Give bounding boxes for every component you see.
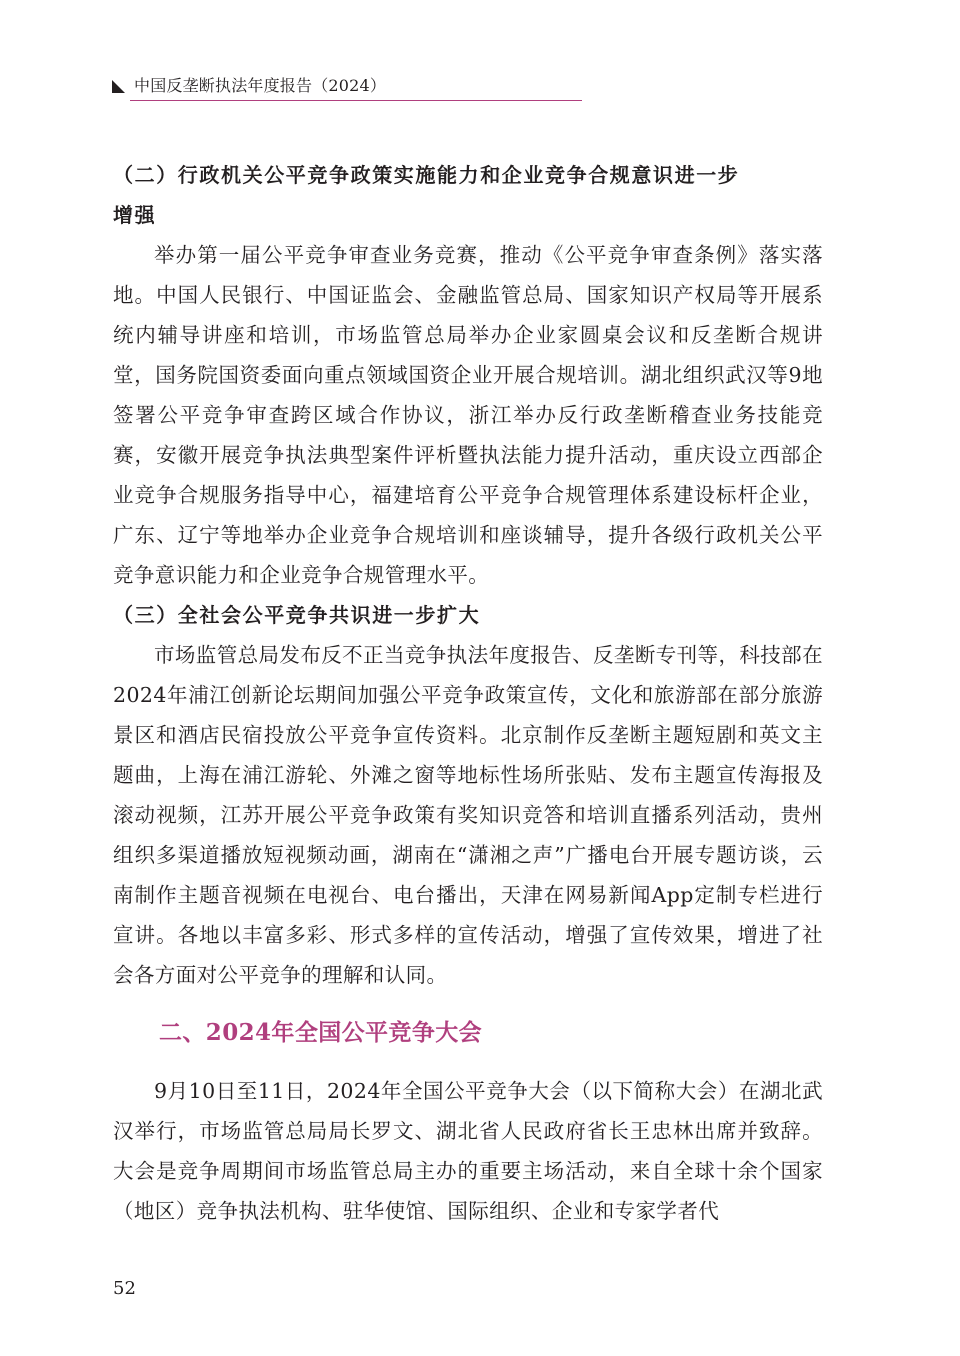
header-triangle-icon [112,80,125,93]
running-header [112,76,582,104]
subsection-heading-2: （二）行政机关公平竞争政策实施能力和企业竞争合规意识进一步 增强 [113,163,740,227]
subsection-heading-3: （三）全社会公平竞争共识进一步扩大 [113,603,481,627]
section-paragraph-2: 9月10日至11日，2024年全国公平竞争大会（以下简称大会）在湖北武汉举行，市场监管总局局长罗文、湖北省人民政府省长王忠林出席并致辞。大会是竞争周期间市场监管总局主办的重要主场活动，来自全球十余个国家（地区）竞争执法机构、驻华使馆、国际组织、企业和专家学者代 [113,1079,823,1223]
page-body [113,155,823,1231]
page-number: 52 [113,1278,136,1299]
header-rule [130,100,582,101]
section-heading-2: 二、2024年全国公平竞争大会 [159,1019,483,1046]
subsection-paragraph-3: 市场监管总局发布反不正当竞争执法年度报告、反垄断专刊等，科技部在2024年浦江创新论坛期间加强公平竞争政策宣传，文化和旅游部在部分旅游景区和酒店民宿投放公平竞争宣传资料。北京制作反垄断主题短剧和英文主题曲，上海在浦江游轮、外滩之窗等地标性场所张贴、发布主题宣传海报及滚动视频，江苏开展公平竞争政策有奖知识竞答和培训直播系列活动，贵州组织多渠道播放短视频动画，湖南在“潇湘之声”广播电台开展专题访谈，云南制作主题音视频在电视台、电台播出，天津在网易新闻App定制专栏进行宣讲。各地以丰富多彩、形式多样的宣传活动，增强了宣传效果，增进了社会各方面对公平竞争的理解和认同。 [113,643,823,987]
subsection-paragraph-2: 举办第一届公平竞争审查业务竞赛，推动《公平竞争审查条例》落实落地。中国人民银行、中国证监会、金融监管总局、国家知识产权局等开展系统内辅导讲座和培训，市场监管总局举办企业家圆桌会议和反垄断合规讲堂，国务院国资委面向重点领域国资企业开展合规培训。湖北组织武汉等9地签署公平竞争审查跨区域合作协议，浙江举办反行政垄断稽查业务技能竞赛，安徽开展竞争执法典型案件评析暨执法能力提升活动，重庆设立西部企业竞争合规服务指导中心，福建培育公平竞争合规管理体系建设标杆企业，广东、辽宁等地举办企业竞争合规培训和座谈辅导，提升各级行政机关公平竞争意识能力和企业竞争合规管理水平。 [113,243,823,587]
running-header-title: 中国反垄断执法年度报告（2024） [134,76,387,95]
